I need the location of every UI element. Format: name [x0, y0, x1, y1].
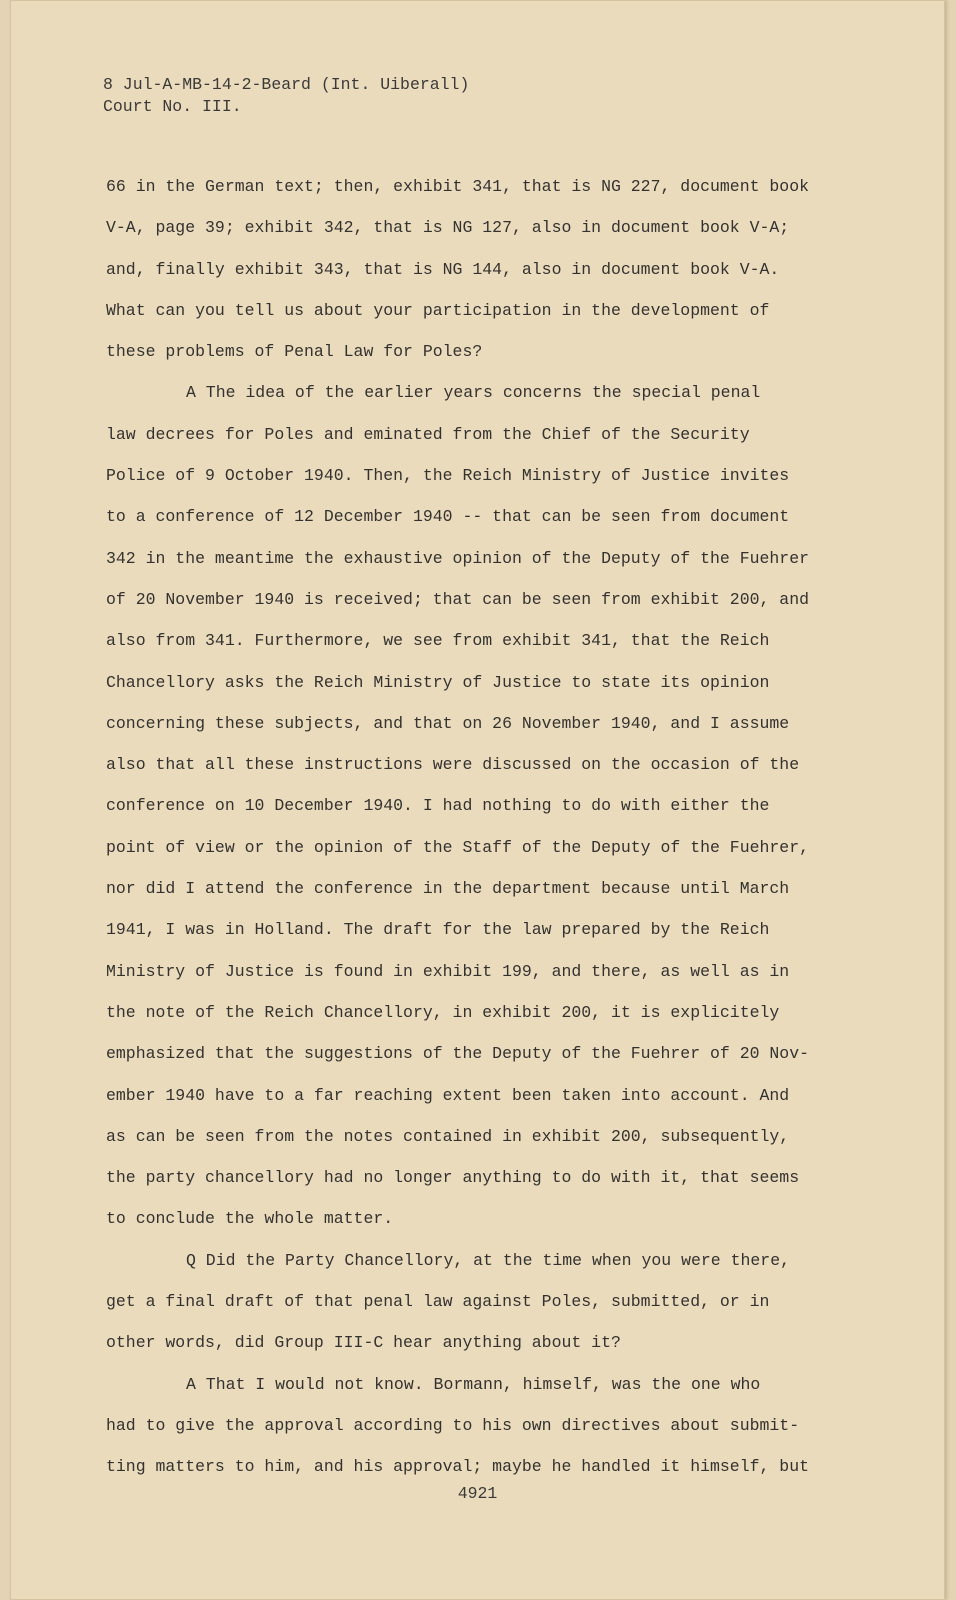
text-line: emphasized that the suggestions of the Deputy of the Fuehrer of 20 Nov-	[106, 1044, 810, 1064]
text-line: 66 in the German text; then, exhibit 341, that is NG 227, document book	[106, 177, 810, 196]
text-line: 1941, I was in Holland. The draft for the law prepared by the Reich	[106, 920, 770, 940]
text-line: to a conference of 12 December 1940 -- that can be seen from document	[106, 507, 790, 527]
text-line: point of view or the opinion of the Staff of the Deputy of the Fuehrer,	[106, 837, 810, 857]
text-line: Police of 9 October 1940. Then, the Reich Ministry of Justice invites	[106, 466, 790, 486]
page-number: 4921	[457, 1484, 498, 1503]
text-line: Ministry of Justice is found in exhibit 199, and there, as well as in	[106, 961, 790, 981]
text-line: and, finally exhibit 343, that is NG 144, also in document book V-A.	[106, 259, 780, 279]
transcript-body	[106, 176, 841, 1498]
text-line: ember 1940 have to a far reaching extent been taken into account. And	[106, 1085, 790, 1105]
document-page	[10, 0, 945, 1600]
header-line-2: Court No. III.	[103, 97, 242, 116]
text-line: law decrees for Poles and eminated from the Chief of the Security	[106, 424, 750, 444]
text-line: these problems of Penal Law for Poles?	[106, 342, 483, 362]
text-line: ting matters to him, and his approval; maybe he handled it himself, but	[106, 1457, 810, 1477]
text-line: A The idea of the earlier years concerns the special penal	[186, 383, 761, 403]
text-line: Chancellory asks the Reich Ministry of Justice to state its opinion	[106, 672, 770, 692]
text-line: to conclude the whole matter.	[106, 1209, 394, 1229]
text-line: conference on 10 December 1940. I had nothing to do with either the	[106, 796, 770, 816]
text-line: What can you tell us about your participation in the development of	[106, 300, 770, 320]
text-line: the note of the Reich Chancellory, in exhibit 200, it is explicitely	[106, 1002, 780, 1022]
page-header	[103, 74, 469, 118]
text-line: had to give the approval according to his own directives about submit-	[106, 1415, 800, 1435]
text-line: the party chancellory had no longer anything to do with it, that seems	[106, 1168, 800, 1188]
text-line: A That I would not know. Bormann, himself, was the one who	[186, 1374, 761, 1394]
text-line: also that all these instructions were discussed on the occasion of the	[106, 755, 800, 775]
text-line: Q Did the Party Chancellory, at the time when you were there,	[186, 1250, 790, 1270]
text-line: nor did I attend the conference in the department because until March	[106, 879, 790, 899]
text-line: as can be seen from the notes contained in exhibit 200, subsequently,	[106, 1126, 790, 1146]
text-line: of 20 November 1940 is received; that can be seen from exhibit 200, and	[106, 589, 810, 609]
text-line: get a final draft of that penal law against Poles, submitted, or in	[106, 1292, 770, 1312]
text-line: V-A, page 39; exhibit 342, that is NG 127, also in document book V-A;	[106, 218, 790, 238]
text-line: also from 341. Furthermore, we see from exhibit 341, that the Reich	[106, 631, 770, 651]
text-line: other words, did Group III-C hear anything about it?	[106, 1333, 621, 1353]
text-line: 342 in the meantime the exhaustive opinion of the Deputy of the Fuehrer	[106, 548, 810, 568]
text-line: concerning these subjects, and that on 26 November 1940, and I assume	[106, 713, 790, 733]
header-line-1: 8 Jul-A-MB-14-2-Beard (Int. Uiberall)	[103, 75, 470, 94]
